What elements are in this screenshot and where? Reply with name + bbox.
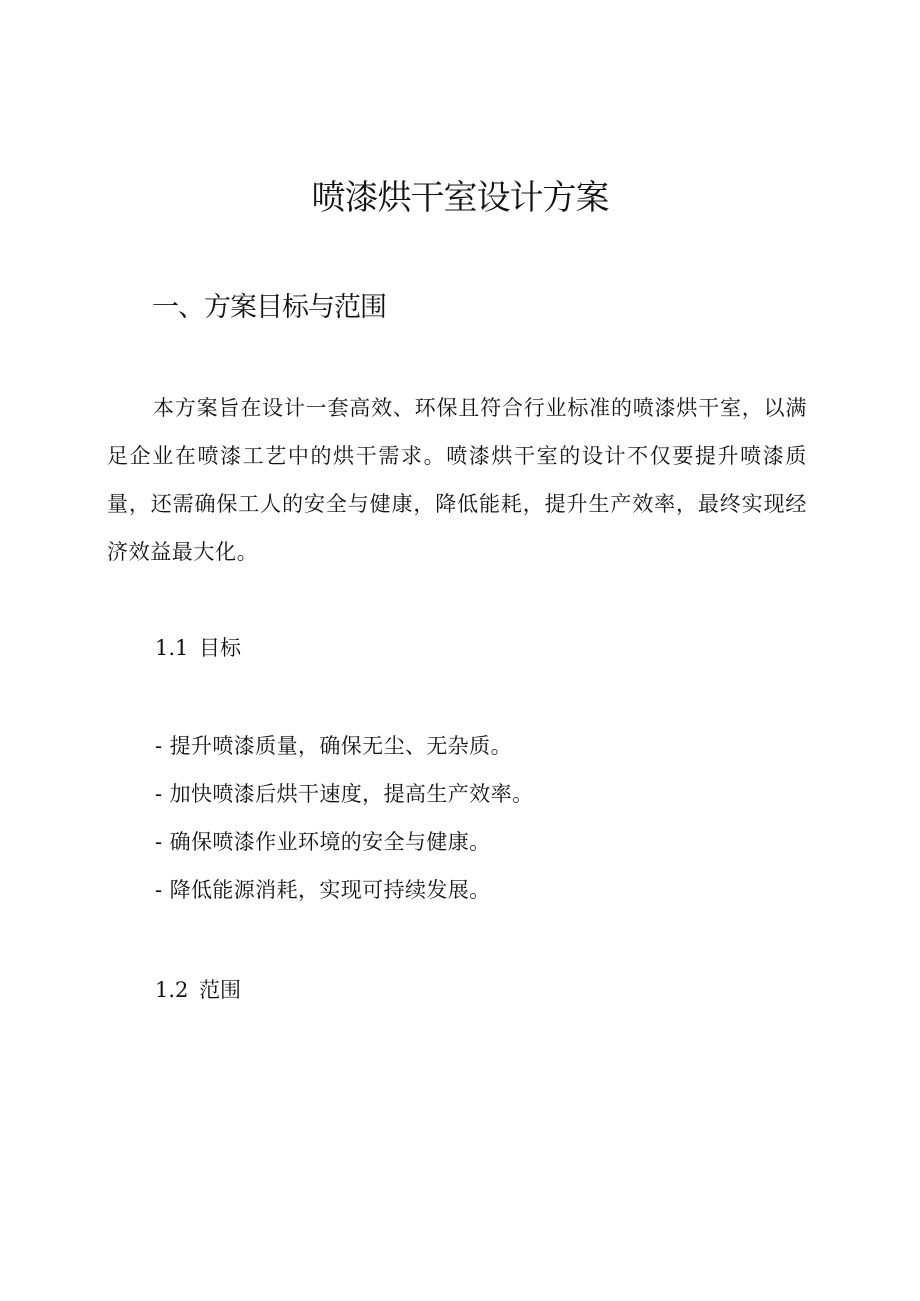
subsection-heading-goals: [155, 630, 241, 666]
list-item: - 提升喷漆质量，确保无尘、无杂质。: [155, 734, 512, 758]
subsection-label: 范围: [199, 978, 241, 1002]
subsection-number: 1.1: [155, 636, 189, 660]
subsection-label: 目标: [199, 636, 241, 660]
subsection-number: 1.2: [155, 978, 189, 1002]
list-item: - 加快喷漆后烘干速度，提高生产效率。: [155, 782, 534, 806]
subsection-heading-scope: [155, 972, 241, 1008]
list-item: - 确保喷漆作业环境的安全与健康。: [155, 830, 491, 854]
goals-list: [155, 722, 533, 914]
list-item: - 降低能源消耗，实现可持续发展。: [155, 878, 491, 902]
document-title: 喷漆烘干室设计方案: [311, 178, 609, 218]
body-paragraph: 本方案旨在设计一套高效、环保且符合行业标准的喷漆烘干室，以满足企业在喷漆工艺中的烘干需求。喷漆烘干室的设计不仅要提升喷漆质量，还需确保工人的安全与健康，降低能耗，提升生产效率，最终实现经济效益最大化。: [107, 396, 807, 564]
section-heading: 一、方案目标与范围: [152, 292, 386, 323]
